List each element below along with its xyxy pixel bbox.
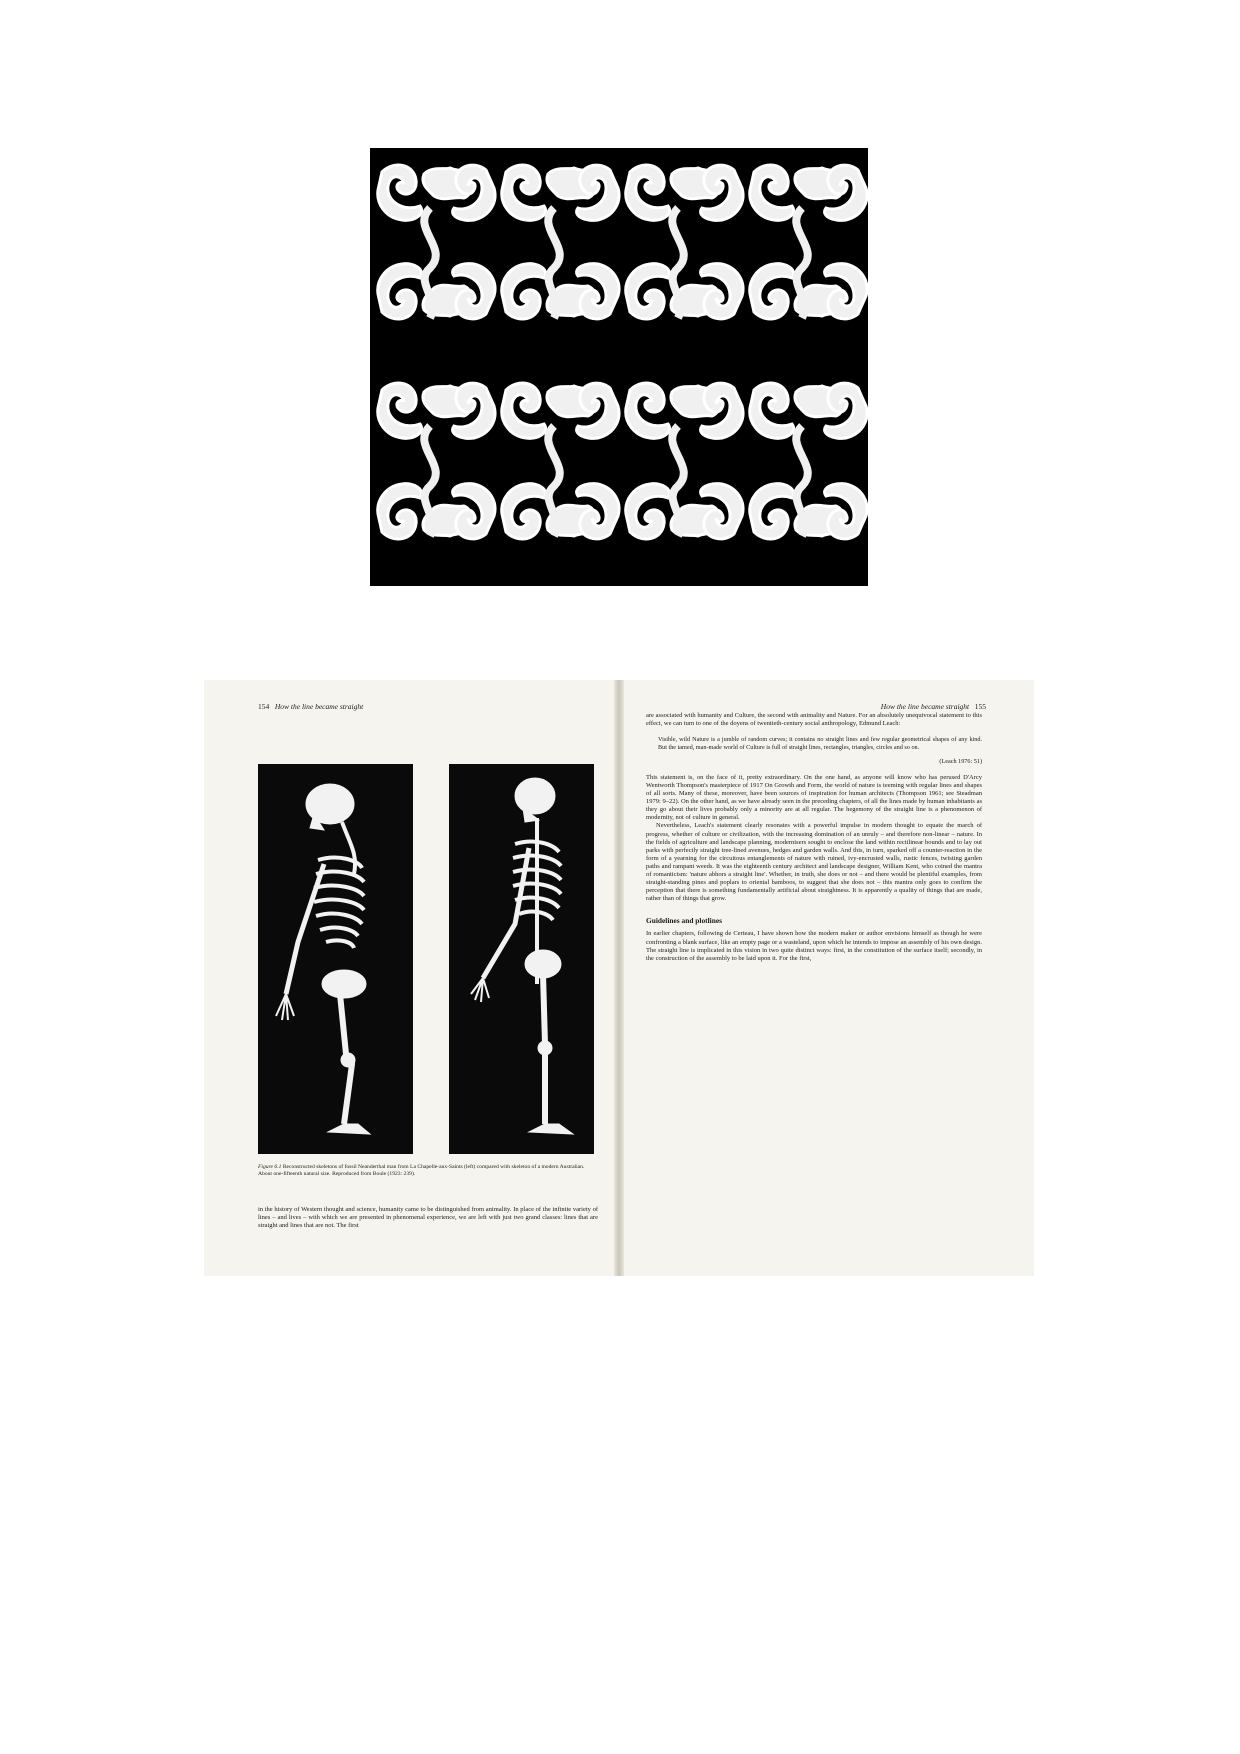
- book-spread-image: [204, 680, 1034, 1276]
- ornamental-pattern-image: [370, 148, 868, 586]
- right-page-number: 155: [974, 702, 986, 711]
- paragraph-4: In earlier chapters, following de Certeau, I have shown how the modern maker or author envisions himself as though he were confronting a blank surface, like an empty page or a wasteland, upon which he intends to impose an assembly of his own design. The straight line is implicated in this vision in two quite distinct ways: first, in the constitution of the surface itself; secondly, in the construction of the assembly to be laid upon it. For the first,: [646, 930, 982, 962]
- block-quote: Visible, wild Nature is a jumble of random curves; it contains no straight lines and few regular geometrical shapes of any kind. But the tamed, man-made world of Culture is full of straight lines, rectangles, triangles, circles and so on.: [658, 736, 982, 751]
- right-body-column: [646, 712, 982, 963]
- left-running-head: [258, 702, 363, 711]
- right-running-head: [881, 702, 986, 711]
- right-running-title: How the line became straight: [880, 702, 970, 711]
- paragraph-2: This statement is, on the face of it, pretty extraordinary. On the one hand, as anyone will know who has perused D'Arcy Wentworth Thompson's masterpiece of 1917 On Growth and Form, the world of nature is teeming with regular lines and shapes of all sorts. Many of these, moreover, have been sources of inspiration for human architects (Thompson 1961; see Steadman 1979: 9–22). On the other hand, as we have already seen in the preceding chapters, of all the lines made by human inhabitants as they go about their lives probably only a minority are at all regular. The hegemony of the straight line is a phenomenon of modernity, not of culture in general.: [646, 773, 982, 822]
- neanderthal-skeleton-figure: [258, 764, 413, 1154]
- modern-australian-skeleton-figure: [449, 764, 594, 1154]
- left-body-text: in the history of Western thought and science, humanity came to be distinguished from animality. In place of the infinite variety of lines – and lives – with which we are presented in phenomenal experience, we are left with just two grand classes: lines that are straight and lines that are not. The first: [258, 1206, 598, 1230]
- figure-caption: [258, 1164, 593, 1178]
- left-page: [204, 680, 614, 1276]
- caption-text: Reconstructed skeletons of fossil Neanderthal man from La Chapelle-aux-Saints (left) compared with skeleton of a modern Australian. About one-fifteenth natural size. Reproduced from Boule (1923: 239).: [258, 1164, 585, 1177]
- left-page-number: 154: [258, 702, 270, 711]
- section-heading: Guidelines and plotlines: [646, 916, 722, 926]
- left-running-title: How the line became straight: [274, 702, 364, 711]
- quote-citation: (Leach 1976: 51): [939, 757, 982, 765]
- paragraph-1: are associated with humanity and Culture, the second with animality and Nature. For an absolutely unequivocal statement to this effect, we can turn to one of the doyens of twentieth-century social anthropology, Edmund Leach:: [646, 712, 982, 728]
- caption-label: Figure 6.1: [258, 1164, 282, 1170]
- right-page: [624, 680, 1034, 1276]
- paragraph-3: Nevertheless, Leach's statement clearly resonates with a powerful impulse in modern thought to equate the march of progress, whether of culture or civilization, with the increasing domination of an unruly – and therefore non-linear – nature. In the fields of agriculture and landscape planning, modernisers sought to enclose the land within rectilinear bounds and to lay out parks with perfectly straight tree-lined avenues, hedges and garden walls. And this, in turn, sparked off a counter-reaction in the form of a yearning for the circuitous entanglements of nature with ruined, ivy-encrusted walls, rustic fences, twisting garden paths and rampant weeds. It was the eighteenth century architect and landscape designer, William Kent, who coined the mantra of romanticism: 'nature abhors a straight line'. Whether, in truth, she does or not – and there would be plentiful examples, from straight-standing pines and poplars to oriental bamboos, to suggest that she does not – this mantra only goes to confirm the perception that there is something fundamentally artificial about straightness. It is apparently a quality of things that are made, rather than of things that grow.: [646, 822, 982, 903]
- book-gutter: [614, 680, 624, 1276]
